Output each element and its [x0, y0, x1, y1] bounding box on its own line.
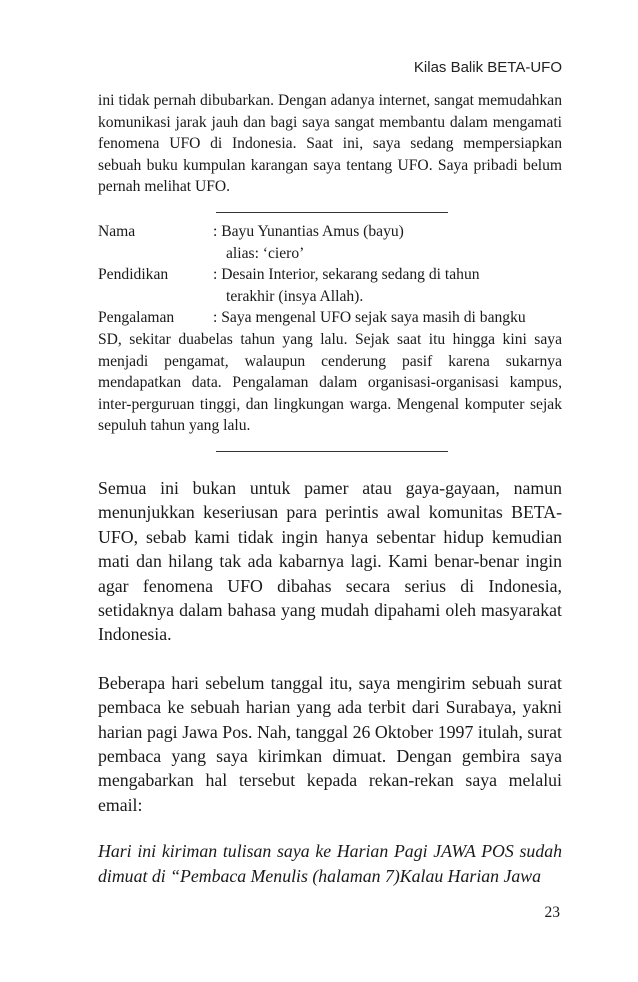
bio-row-name	[98, 221, 562, 243]
bio-label-experience: Pengalaman	[98, 309, 175, 327]
bio-value-education: : Desain Interior, sekarang sedang di tahun	[213, 266, 480, 284]
body-paragraph-2: Beberapa hari sebelum tanggal itu, saya mengirim sebuah surat pembaca ke sebuah harian yang ada terbit dari Surabaya, yakni harian pagi Jawa Pos. Nah, tanggal 26 Oktober 1997 itulah, surat pembaca yang saya kirimkan dimuat. Dengan gembira saya mengabarkan hal tersebut kepada rekan-rekan saya melalui email:	[98, 672, 562, 815]
body-paragraph-1: Semua ini bukan untuk pamer atau gaya-gayaan, namun menunjukkan keseriusan para perintis awal komunitas BETA-UFO, sebab kami tidak ingin hanya sebentar hidup kemudian mati dan hilang tak ada kabarnya lagi. Kami benar-benar ingin agar fenomena UFO dibahas secara serius di Indonesia, setidaknya dalam bahasa yang mudah dipahami oleh masyarakat Indonesia.	[98, 477, 562, 645]
page-number: 23	[544, 904, 560, 921]
bio-experience-cont: SD, sekitar duabelas tahun yang lalu. Sejak saat itu hingga kini saya menjadi pengamat, walaupun cenderung pasif karena sukarnya mendapatkan data. Pengalaman dalam organisasi-organisasi kampus, inter-perguruan tinggi, dan lingkungan warga. Mengenal komputer sejak sepuluh tahun yang lalu.	[98, 330, 562, 435]
bio-label-name: Nama	[98, 222, 136, 240]
bio-alias: alias: ‘ciero’	[226, 244, 305, 262]
bio-value-experience: : Saya mengenal UFO sejak saya masih di bangku	[213, 309, 526, 327]
section-divider	[216, 212, 448, 213]
section-divider	[216, 451, 448, 452]
italic-quote: Hari ini kiriman tulisan saya ke Harian Pagi JAWA POS sudah dimuat di “Pembaca Menulis (halaman 7)Kalau Harian Jawa	[98, 841, 562, 886]
bio-education-cont: terakhir (insya Allah).	[226, 287, 364, 305]
author-bio	[98, 221, 562, 437]
bio-row-education	[98, 264, 562, 286]
running-header: Kilas Balik BETA-UFO	[413, 59, 562, 76]
bio-label-education: Pendidikan	[98, 266, 169, 284]
bio-value-name: : Bayu Yunantias Amus (bayu)	[213, 222, 404, 240]
intro-paragraph: ini tidak pernah dibubarkan. Dengan adanya internet, sangat memudahkan komunikasi jarak jauh dan bagi saya sangat membantu dalam mengamati fenomena UFO di Indonesia. Saat ini, saya sedang mempersiapkan sebuah buku kumpulan karangan saya tentang UFO. Saya pribadi belum pernah melihat UFO.	[98, 92, 562, 196]
page-content	[98, 90, 562, 888]
bio-row-experience	[98, 307, 562, 329]
